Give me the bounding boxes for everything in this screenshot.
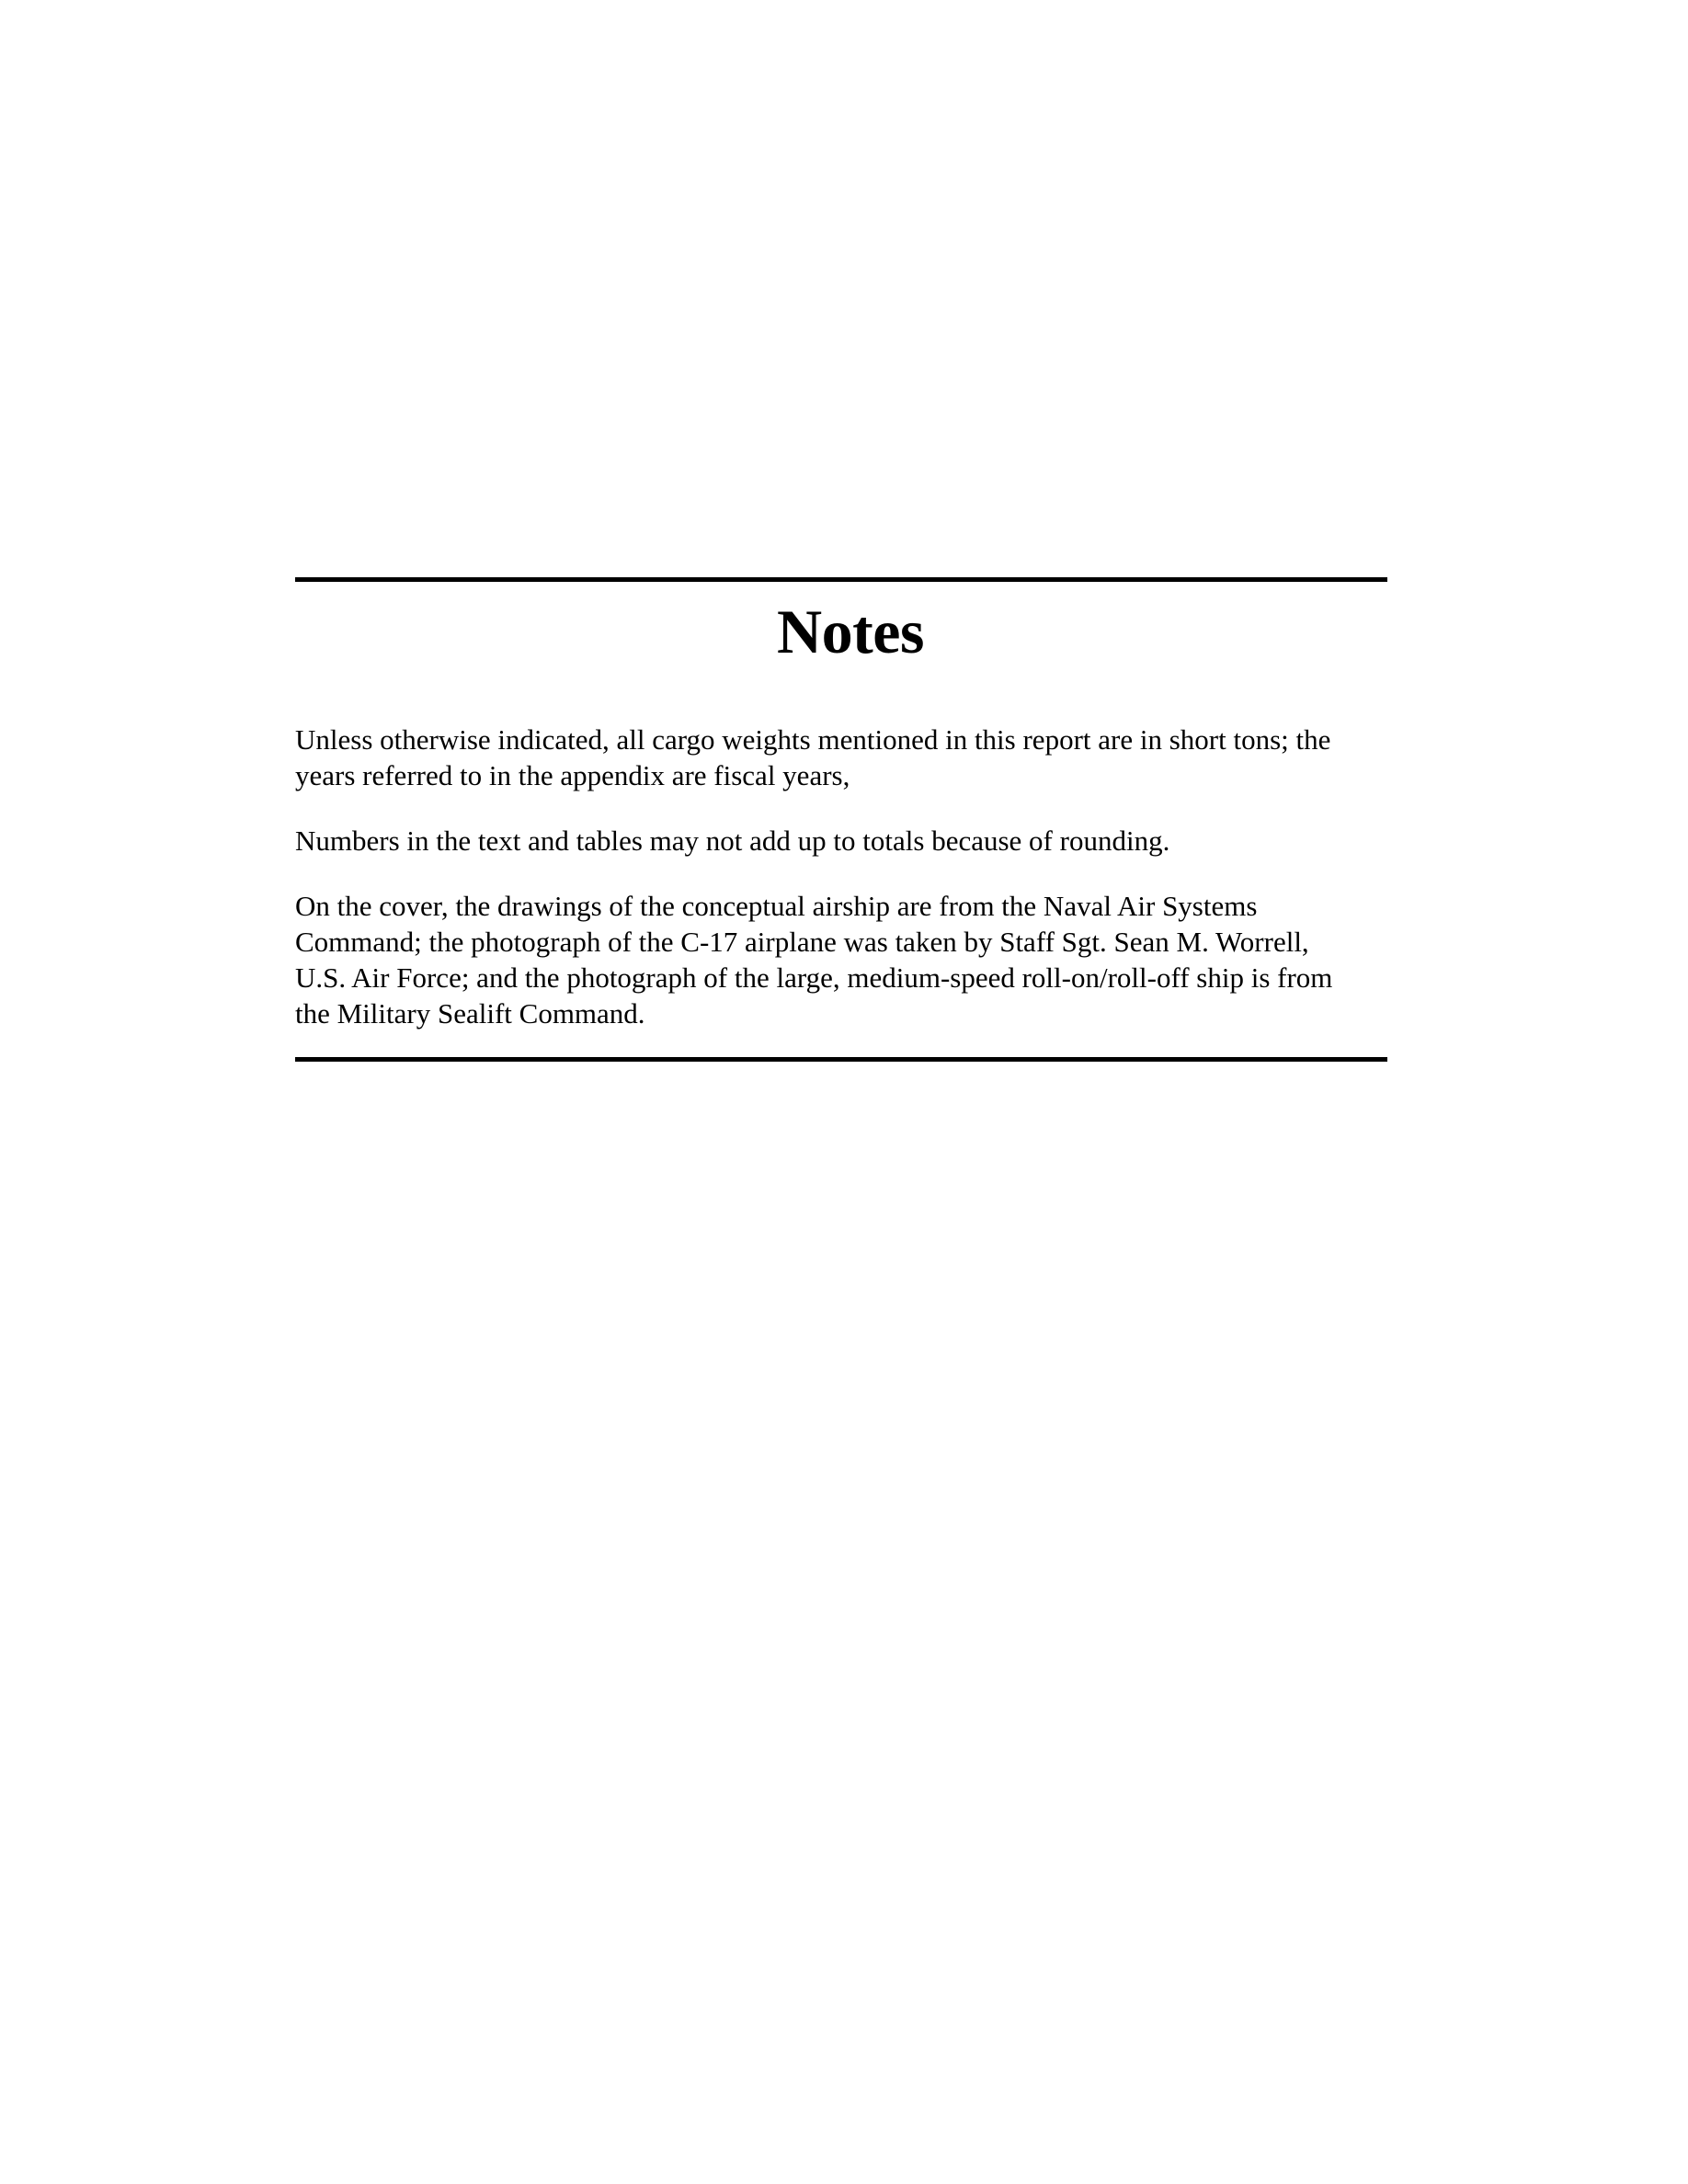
paragraph-line: On the cover, the drawings of the conceptual airship are from the Naval Air Systems xyxy=(295,890,1258,922)
paragraph-line: Unless otherwise indicated, all cargo weights mentioned in this report are in short tons; the xyxy=(295,723,1331,756)
paragraph-line: Command; the photograph of the C-17 airplane was taken by Staff Sgt. Sean M. Worrell, xyxy=(295,926,1309,958)
page-title: Notes xyxy=(777,597,924,666)
note-paragraph-cover-credits xyxy=(295,888,1387,1031)
notes-section xyxy=(295,577,1387,1062)
bottom-rule xyxy=(295,1057,1387,1062)
note-paragraph-rounding: Numbers in the text and tables may not add up to totals because of rounding. xyxy=(295,825,1170,857)
note-paragraph-cargo-weights xyxy=(295,722,1387,793)
top-rule xyxy=(295,577,1387,582)
paragraph-line: the Military Sealift Command. xyxy=(295,997,645,1029)
paragraph-line: years referred to in the appendix are fiscal years, xyxy=(295,759,850,791)
paragraph-line: U.S. Air Force; and the photograph of the large, medium-speed roll-on/roll-off ship is from xyxy=(295,961,1333,994)
